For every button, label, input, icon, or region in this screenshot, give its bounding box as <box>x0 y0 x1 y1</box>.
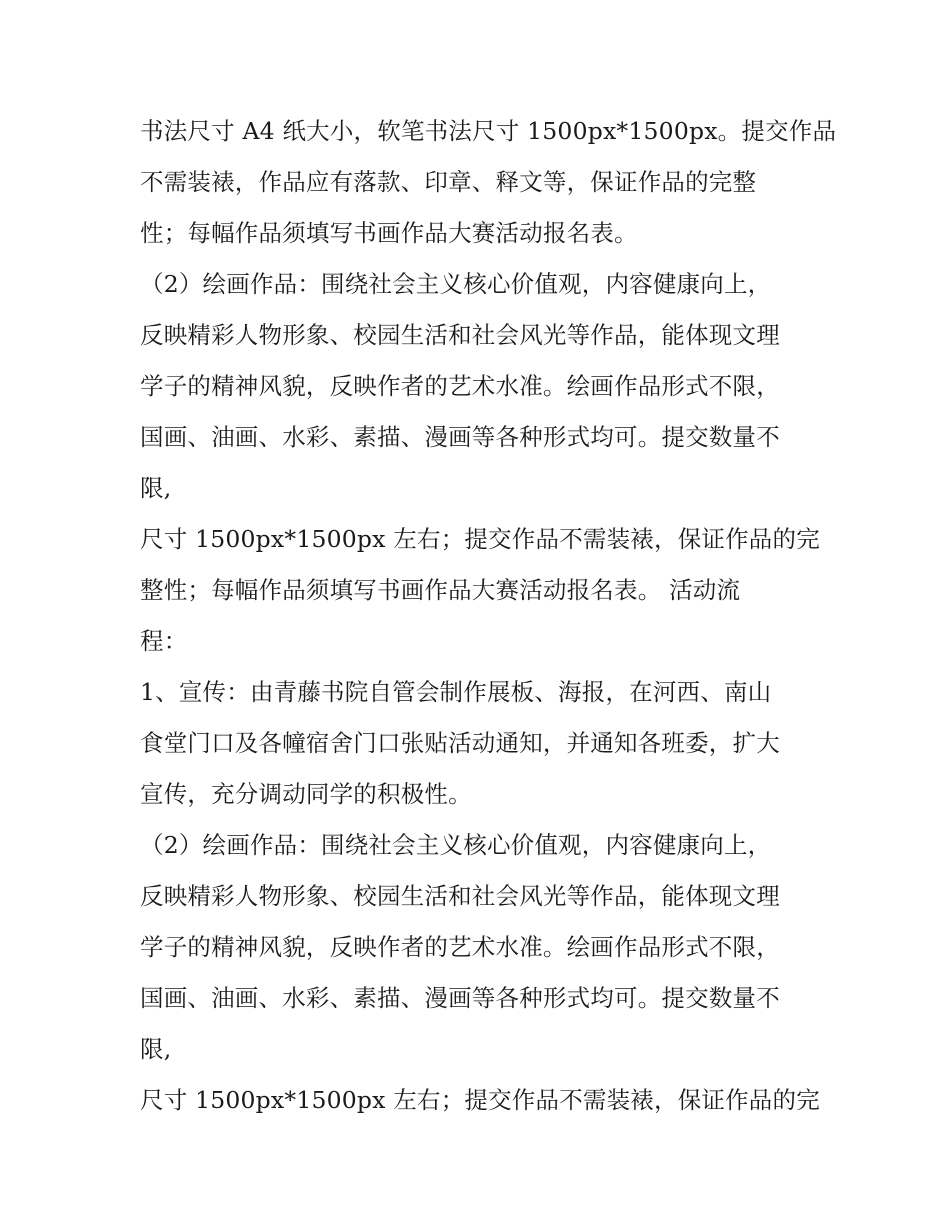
text-line: 性；每幅作品须填写书画作品大赛活动报名表。 <box>140 219 638 247</box>
text-line: 国画、油画、水彩、素描、漫画等各种形式均可。提交数量不 <box>140 423 780 451</box>
text-line: （2）绘画作品：围绕社会主义核心价值观，内容健康向上， <box>140 831 772 859</box>
text-line: 反映精彩人物形象、校园生活和社会风光等作品，能体现文理 <box>140 882 780 910</box>
text-line: 反映精彩人物形象、校园生活和社会风光等作品，能体现文理 <box>140 321 780 349</box>
text-line: 学子的精神风貌，反映作者的艺术水准。绘画作品形式不限， <box>140 933 780 961</box>
text-line: 限, <box>140 474 172 502</box>
text-line: 国画、油画、水彩、素描、漫画等各种形式均可。提交数量不 <box>140 984 780 1012</box>
text-line: 限, <box>140 1035 172 1063</box>
text-line: 宣传，充分调动同学的积极性。 <box>140 780 472 808</box>
text-line: 1、宣传：由青藤书院自管会制作展板、海报，在河西、南山 <box>140 678 772 706</box>
text-line: 学子的精神风貌，反映作者的艺术水准。绘画作品形式不限， <box>140 372 780 400</box>
text-line: 食堂门口及各幢宿舍门口张贴活动通知，并通知各班委，扩大 <box>140 729 780 757</box>
text-line: 不需装裱，作品应有落款、印章、释文等，保证作品的完整 <box>140 168 757 196</box>
document-body <box>140 106 837 1126</box>
text-line: （2）绘画作品：围绕社会主义核心价值观，内容健康向上， <box>140 270 772 298</box>
text-line: 尺寸 1500px*1500px 左右；提交作品不需装裱，保证作品的完 <box>140 525 820 553</box>
text-line: 整性；每幅作品须填写书画作品大赛活动报名表。 活动流 <box>140 576 741 604</box>
text-line: 尺寸 1500px*1500px 左右；提交作品不需装裱，保证作品的完 <box>140 1086 820 1114</box>
text-line: 书法尺寸 A4 纸大小，软笔书法尺寸 1500px*1500px。提交作品 <box>140 117 837 145</box>
text-line: 程： <box>140 627 188 655</box>
